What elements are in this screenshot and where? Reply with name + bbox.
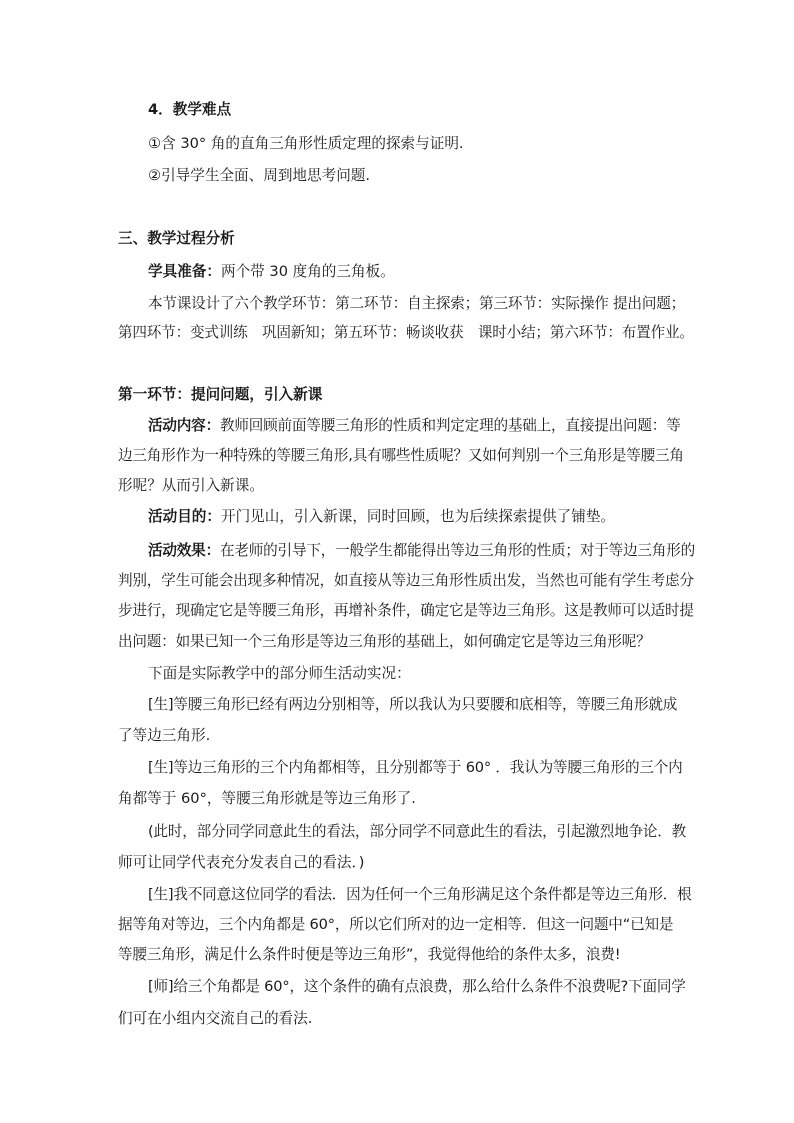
student2-line-2: 角都等于 60°，等腰三角形就是等边三角形了.: [118, 790, 416, 807]
tools-paragraph: [148, 262, 395, 282]
student3-line-1: [生]我不同意这位同学的看法．因为任何一个三角形满足这个条件都是等边三角形．根: [148, 886, 692, 903]
difficulty-point-1: ①含 30° 角的直角三角形性质定理的探索与证明.: [148, 135, 464, 152]
note-line-2: 师可让同学代表充分发表自己的看法．): [118, 854, 365, 871]
content-text-1: 教师回顾前面等腰三角形的性质和判定定理的基础上，直接提出问题：等: [219, 417, 681, 434]
record-intro: 下面是实际教学中的部分师生活动实况：: [148, 665, 411, 682]
effect-text-1: 在老师的引导下，一般学生都能得出等边三角形的性质；对于等边三角形的: [219, 542, 695, 559]
student1-line-2: 了等边三角形.: [118, 727, 211, 744]
content-line-3: 形呢？从而引入新课。: [118, 477, 264, 494]
tools-text: 两个带 30 度角的三角板。: [220, 263, 395, 280]
section1-heading: 第一环节：提问问题，引入新课: [118, 386, 323, 403]
difficulty-point-2: ②引导学生全面、周到地思考问题.: [148, 167, 371, 184]
effect-line-1: [148, 541, 695, 561]
analysis-heading: 三、教学过程分析: [118, 230, 235, 247]
effect-line-2: 判别，学生可能会出现多种情况，如直接从等边三角形性质出发，当然也可能有学生考虑分: [118, 572, 694, 589]
purpose-label: 活动目的：: [148, 508, 221, 525]
student3-line-2: 据等角对等边，三个内角都是 60°，所以它们所对的边一定相等．但这一问题中“已知是: [118, 916, 674, 933]
purpose-paragraph: [148, 507, 615, 527]
teacher1-line-1: [师]给三个角都是 60°，这个条件的确有点浪费，那么给什么条件不浪费呢?下面同学: [148, 978, 686, 995]
design-line-2: 第四环节：变式训练 巩固新知；第五环节：畅谈收获 课时小结；第六环节：布置作业。: [118, 324, 694, 341]
difficulty-heading: 4．教学难点: [148, 101, 232, 118]
teacher1-line-2: 们可在小组内交流自己的看法.: [118, 1010, 313, 1027]
student2-line-1: [生]等边三角形的三个内角都相等，且分别都等于 60° ．我认为等腰三角形的三个内: [148, 759, 683, 776]
content-line-1: [148, 416, 681, 436]
design-line-1: 本节课设计了六个教学环节：第二环节：自主探索；第三环节：实际操作 提出问题；: [148, 295, 686, 312]
purpose-text: 开门见山，引入新课，同时回顾，也为后续探索提供了铺垫。: [220, 508, 616, 525]
student1-line-1: [生]等腰三角形已经有两边分别相等，所以我认为只要腰和底相等，等腰三角形就成: [148, 696, 678, 713]
effect-line-4: 出问题：如果已知一个三角形是等边三角形的基础上，如何确定它是等边三角形呢？: [118, 633, 651, 650]
effect-line-3: 步进行，现确定它是等腰三角形，再增补条件，确定它是等边三角形。这是教师可以适时提: [118, 602, 694, 619]
effect-label: 活动效果：: [148, 542, 220, 559]
content-line-2: 边三角形作为一种特殊的等腰三角形,具有哪些性质呢？又如何判别一个三角形是等腰三角: [118, 447, 684, 464]
content-label: 活动内容：: [148, 417, 220, 434]
student3-line-3: 等腰三角形，满足什么条件时便是等边三角形”，我觉得他给的条件太多，浪费!: [118, 946, 621, 963]
note-line-1: (此时，部分同学同意此生的看法，部分同学不同意此生的看法，引起激烈地争论．教: [148, 823, 687, 840]
tools-label: 学具准备：: [148, 263, 221, 280]
